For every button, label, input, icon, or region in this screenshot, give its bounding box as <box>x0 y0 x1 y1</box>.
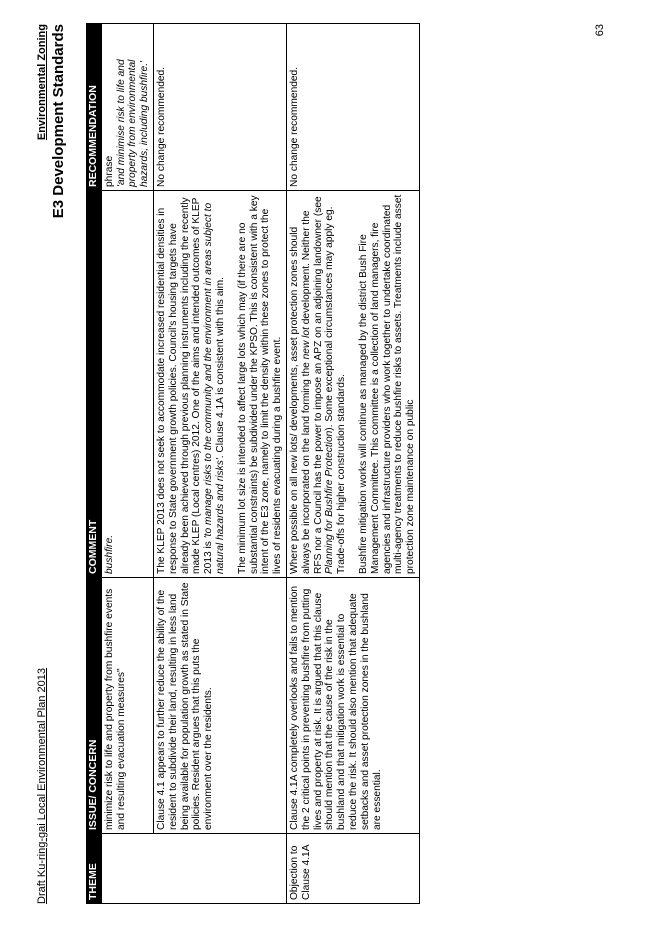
comment-paragraph <box>289 194 348 574</box>
comment-emphasis: new lot <box>300 327 312 360</box>
comment-cell <box>101 191 153 578</box>
recommendation-cell <box>101 24 153 191</box>
table-row <box>101 24 153 904</box>
column-header-recommendation: RECOMMENDATION <box>87 24 102 191</box>
theme-cell: Objection to Clause 4.1A <box>286 834 419 904</box>
theme-cell <box>153 834 286 904</box>
comment-text: development. Neither the RFS nor a Council has the power to impose an APZ on an adjoining landowner (see <box>300 196 324 574</box>
table-row <box>153 24 286 904</box>
rotated-landscape-content <box>36 24 606 904</box>
comment-quote: 'to manage risks to the community and the environment in areas subject to natural hazards and risks' <box>203 202 226 574</box>
section-title: E3 Development Standards <box>50 24 67 219</box>
table-header-row <box>87 24 102 904</box>
recommendation-quote: 'and minimise risk to life and property from environmental hazards, including bushfire.' <box>115 59 151 187</box>
comment-paragraph: The minimum lot size is intended to affect large lots which may (if there are no substantial constraints) be subdivided under the KPSO. This is consistent with a key intent of the E3 zone, namely to limit the density within these zones to protect the lives of residents evacuating during a bushfire event. <box>236 195 284 574</box>
column-header-comment: COMMENT <box>87 191 102 578</box>
comment-paragraph: Bushfire mitigation works will continue as managed by the district Bush Fire Management Committee. This committee is a collection of land managers, fire agencies and infrastructure providers who work together to undertake coordinated multi-agency treatments to reduce bushfire risks to assets. Treatments include asset protection zone maintenance on public <box>357 194 417 574</box>
comment-cell <box>153 191 286 578</box>
comment-cell <box>286 191 419 578</box>
document-header-title: Draft Ku-ring-gai Local Environmental Plan 2013 <box>36 667 48 904</box>
recommendation-cell: No change recommended. <box>153 24 286 191</box>
column-header-theme: THEME <box>87 834 102 904</box>
issue-cell: minimize risk to life and property from bushfire events and resulting evacuation measures" <box>101 578 153 834</box>
comment-paragraph <box>156 194 227 574</box>
submissions-table <box>86 23 420 904</box>
comment-text: . Clause 4.1A is consistent with this aim. <box>214 277 226 459</box>
theme-cell <box>101 834 153 904</box>
comment-reference: Planning for Bushfire Protection <box>324 430 336 574</box>
section-header <box>36 24 67 218</box>
comment-text: The KLEP 2013 does not seek to accommodate increased residential densities in response to State government growth policies. Council's housing targets have already been achieved through previous planning instruments including the recently made KLEP (Local centres) 2012. One of the aims and intended outcomes of KLEP 2013 is <box>155 197 215 574</box>
column-header-issue: ISSUE/ CONCERN <box>87 578 102 834</box>
comment-text: bushfire. <box>103 534 115 574</box>
section-category: Environmental Zoning <box>36 24 48 141</box>
table-row <box>286 24 419 904</box>
page-number: 63 <box>594 24 606 37</box>
comment-text: ). Some exceptional circumstances may apply eg. Trade-offs for higher construction standards. <box>324 206 348 574</box>
issue-cell: Clause 4.1A completely overlooks and fails to mention the 2 critical points in preventing bushfire from putting lives and property at risk. It is argued that this clause should mention that the cause of the risk in the bushland and that mitigation work is essential to reduce the risk. It should also mention that adequate setbacks and asset protection zones in the bushland are essential. <box>286 578 419 834</box>
comment-text: Where possible on all new lots/ developments, asset protection zones should always be incorporated on the land forming the <box>288 226 312 574</box>
recommendation-text: phrase <box>103 155 115 187</box>
recommendation-cell: No change recommended. <box>286 24 419 191</box>
issue-cell: Clause 4.1 appears to further reduce the ability of the resident to subdivide their land, resulting in less land being available for population growth as stated in State policies. Resident argues that this puts the environment over the residents. <box>153 578 286 834</box>
